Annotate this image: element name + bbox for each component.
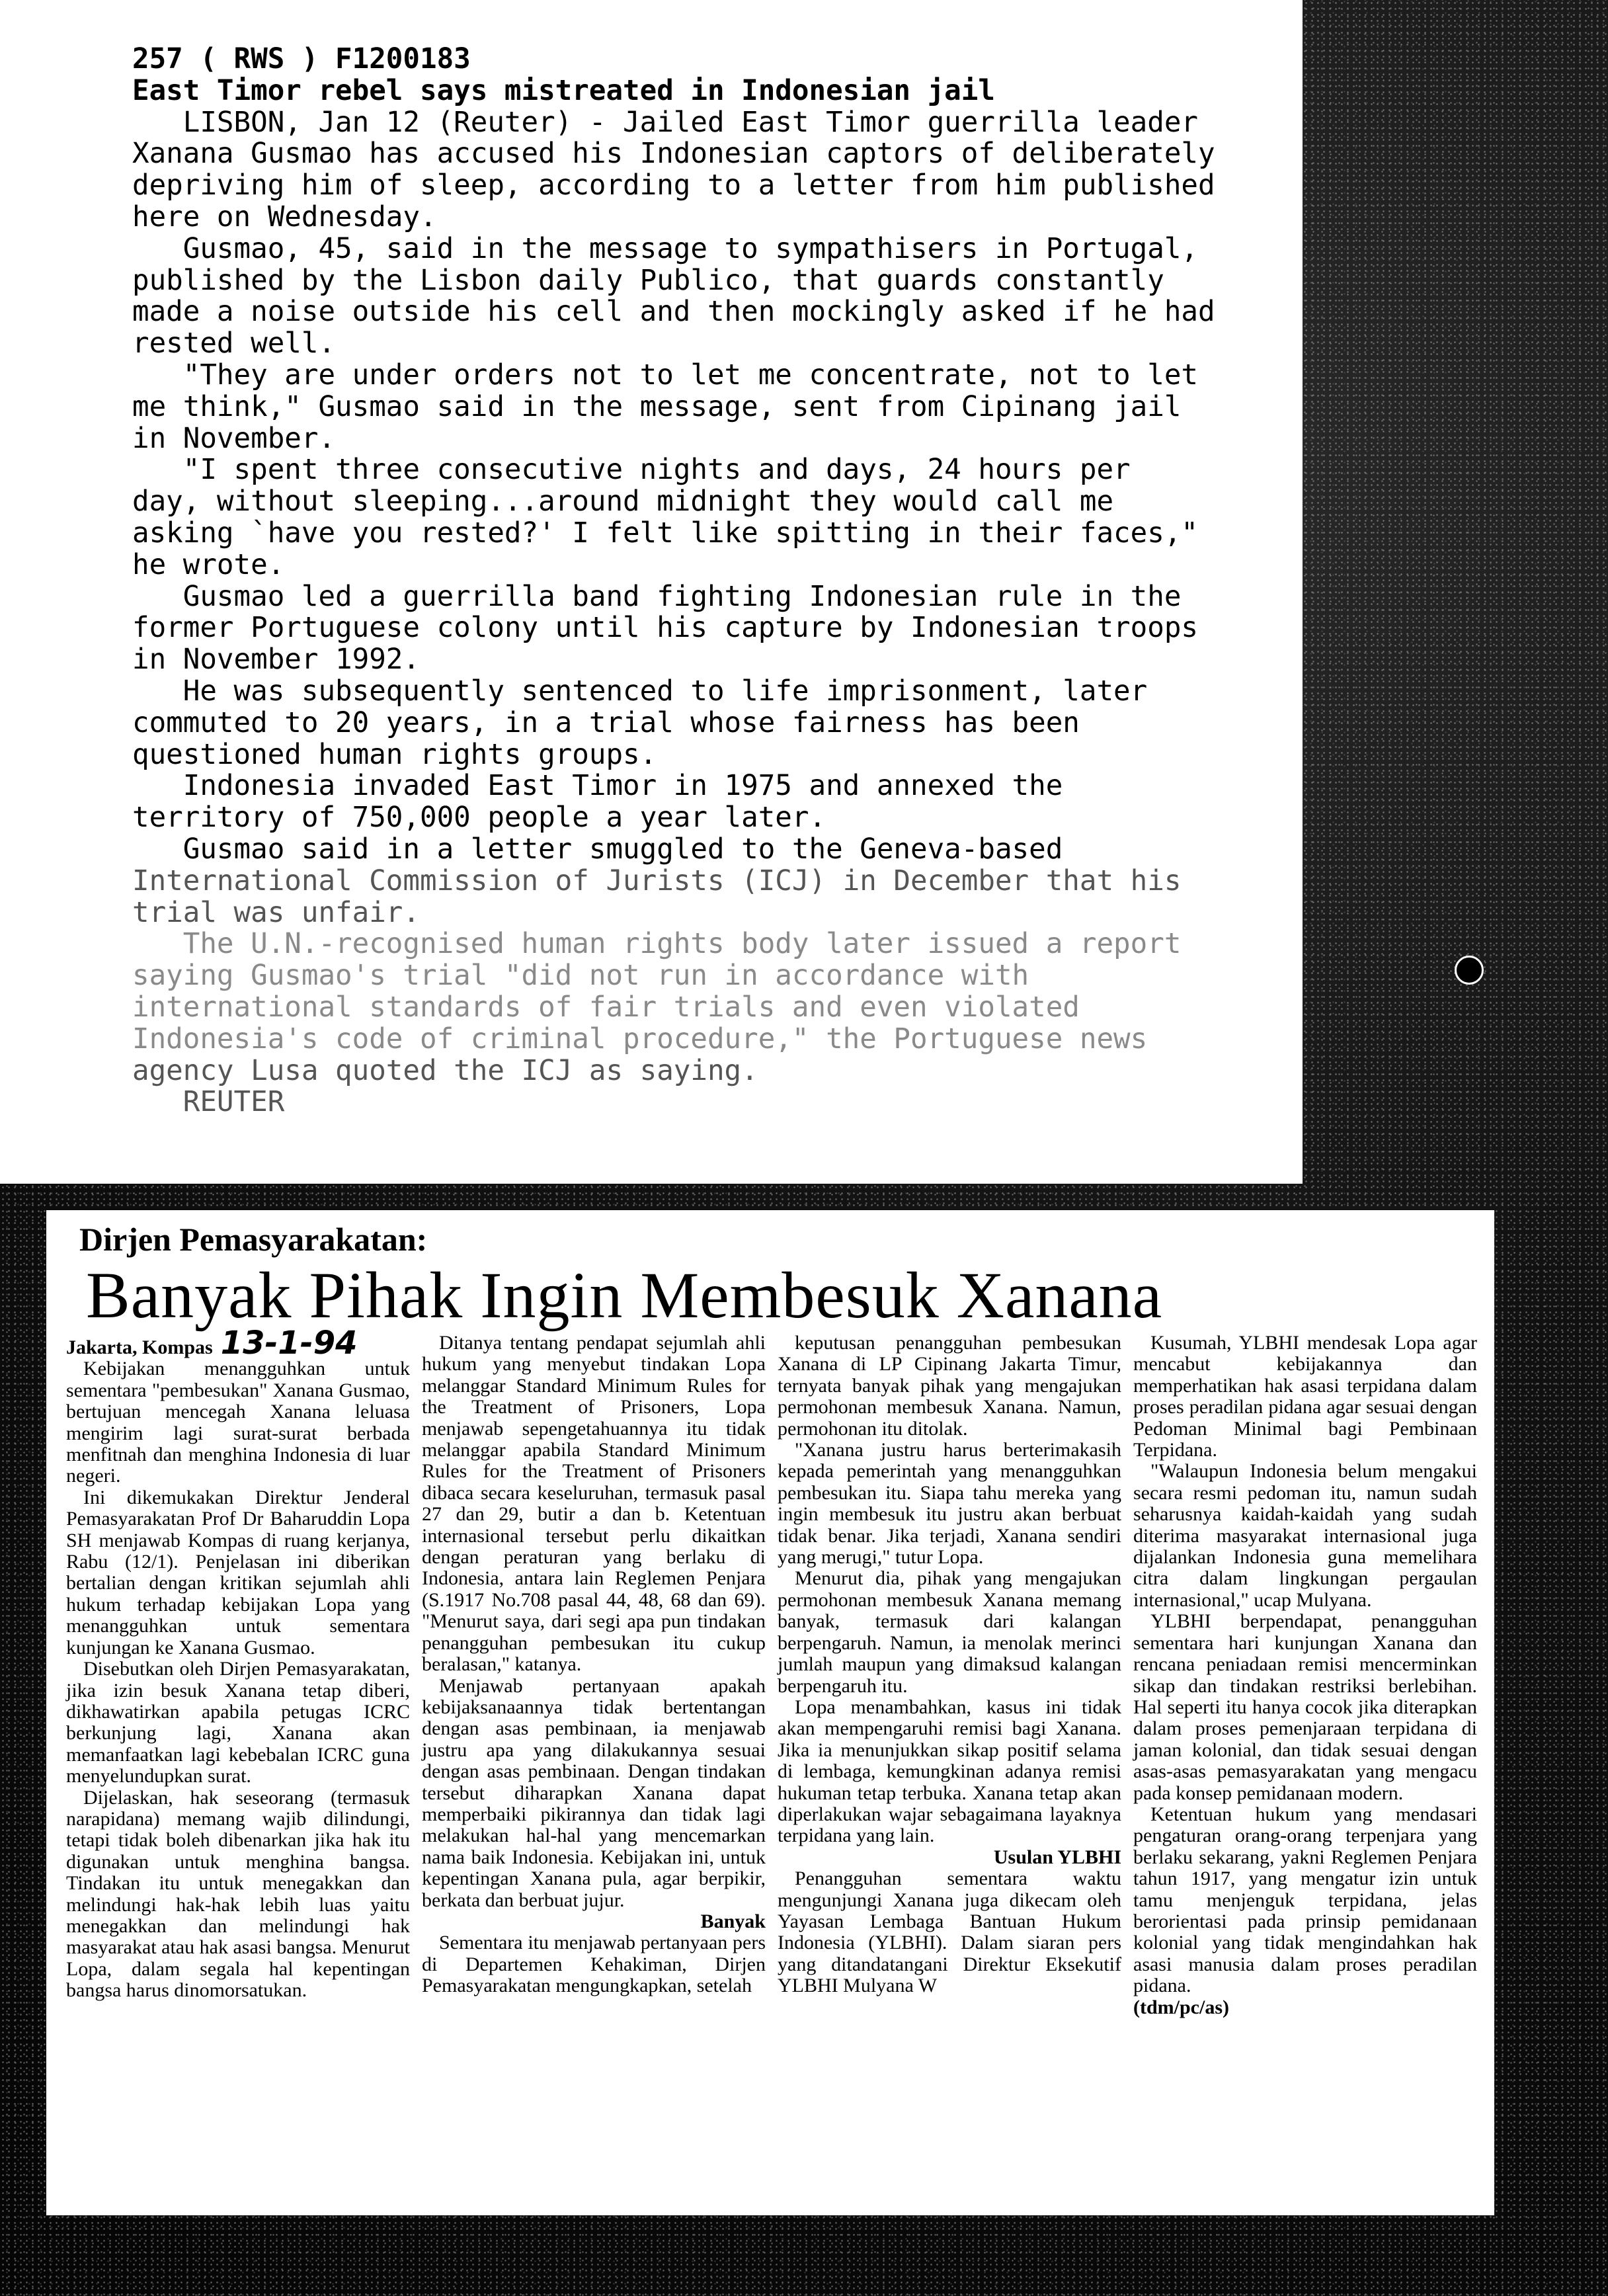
telex-clipping (46, 0, 1303, 1184)
telex-line: asking `have you rested?' I felt like spitting in their faces," (132, 516, 1198, 550)
telex-line: Xanana Gusmao has accused his Indonesian captors of deliberately (132, 138, 1215, 171)
telex-line: "They are under orders not to let me concentrate, not to let (132, 358, 1198, 391)
article-headline: Banyak Pihak Ingin Membesuk Xanana (86, 1258, 1163, 1332)
article-column-4 (1133, 1332, 1477, 2205)
article-paragraph: Ini dikemukakan Direktur Jenderal Pemasyarakatan Prof Dr Baharuddin Lopa SH menjawab Kompas di ruang kerjanya, Rabu (12/1). Penjelasan ini diberikan bertalian dengan kritikan sejumlah ahli hukum terhadap kebijakan Lopa yang menangguhkan untuk sementara kunjungan ke Xanana Gusmao. (66, 1486, 410, 1659)
kompas-clipping (46, 1210, 1494, 2215)
telex-line: day, without sleeping...around midnight they would call me (132, 485, 1114, 518)
article-columns (66, 1325, 1481, 2205)
faded-vertical-stamp (1336, 317, 1415, 846)
telex-line: he wrote. (132, 548, 285, 581)
article-kicker: Dirjen Pemasyarakatan: (79, 1221, 428, 1258)
article-paragraph: Disebutkan oleh Dirjen Pemasyarakatan, jika izin besuk Xanana tetap diberi, dikhawatirkan apabila petugas ICRC berkunjung lagi, Xanana akan memanfaatkan lagi kebebalan ICRC guna menyelundupkan surat. (66, 1658, 410, 1787)
telex-line: saying Gusmao's trial "did not run in accordance with (132, 960, 1029, 993)
handwritten-date: 13-1-94 (220, 1325, 358, 1362)
article-column-3 (778, 1332, 1121, 2205)
telex-line: LISBON, Jan 12 (Reuter) - Jailed East Timor guerrilla leader (132, 106, 1198, 139)
telex-line: in November. (132, 422, 336, 455)
punch-hole (1455, 956, 1484, 985)
telex-line: He was subsequently sentenced to life imprisonment, later (132, 675, 1148, 708)
article-column-2 (422, 1332, 766, 2205)
telex-headline: East Timor rebel says mistreated in Indonesian jail (132, 74, 995, 107)
article-paragraph: Sementara itu menjawab pertanyaan pers di Departemen Kehakiman, Dirjen Pemasyarakatan mengungkapkan, setelah (422, 1932, 766, 1997)
dateline: Jakarta, Kompas (66, 1336, 213, 1358)
telex-line: depriving him of sleep, according to a letter from him published (132, 169, 1215, 202)
left-margin (0, 0, 46, 1184)
article-credit: (tdm/pc/as) (1133, 1996, 1229, 2018)
article-paragraph: "Xanana justru harus berterimakasih kepada pemerintah yang menangguhkan pembesukan itu. Siapa tahu mereka yang ingin membesuk itu justru akan berbuat tidak benar. Jika terjadi, Xanana sendiri yang merugi," tutur Lopa. (778, 1439, 1121, 1569)
telex-line: published by the Lisbon daily Publico, that guards constantly (132, 264, 1164, 297)
telex-line: rested well. (132, 327, 336, 360)
article-paragraph: Penangguhan sementara waktu mengunjungi Xanana juga dikecam oleh Yayasan Lembaga Bantuan Hukum Indonesia (YLBHI). Dalam siaran pers yang ditandatangani Direktur Eksekutif YLBHI Mulyana W (778, 1867, 1121, 1997)
telex-line: agency Lusa quoted the ICJ as saying. (132, 1054, 758, 1087)
telex-line: made a noise outside his cell and then mockingly asked if he had (132, 296, 1215, 329)
article-paragraph: Kusumah, YLBHI mendesak Lopa agar mencabut kebijakannya dan memperhatikan hak asasi terpidana dalam proses peradilan pidana agar sesuai dengan Pedoman Minimal bagi Pembinaan Terpidana. (1133, 1332, 1477, 1461)
telex-line: Gusmao said in a letter smuggled to the Geneva-based (132, 833, 1063, 866)
telex-line: Indonesia invaded East Timor in 1975 and annexed the (132, 770, 1063, 803)
telex-line: "I spent three consecutive nights and days, 24 hours per (132, 454, 1131, 487)
telex-line: International Commission of Jurists (ICJ) in December that his (132, 864, 1182, 897)
telex-line: questioned human rights groups. (132, 738, 657, 771)
article-paragraph: Lopa menambahkan, kasus ini tidak akan mempengaruhi remisi bagi Xanana. Jika ia menunjukkan sikap positif selama di lembaga, kemungkinan adanya remisi hukuman tetap terbuka. Xanana tetap akan diperlakukan wajar sebagaimana layaknya terpidana yang lain. (778, 1696, 1121, 1847)
article-subhead: Usulan YLBHI (993, 1846, 1121, 1868)
telex-line: territory of 750,000 people a year later. (132, 801, 826, 835)
article-paragraph: "Walaupun Indonesia belum mengakui secara resmi pedoman itu, namun sudah seharusnya kaidah-kaidah yang sudah diterima masyarakat internasional juga dijalankan Indonesia guna memelihara citra dalam lingkungan pergaulan internasional," ucap Mulyana. (1133, 1460, 1477, 1611)
article-paragraph: Menurut dia, pihak yang mengajukan permohonan membesuk Xanana memang banyak, termasuk dari kalangan berpengaruh. Namun, ia menolak merinci jumlah maupun yang dimaksud kalangan berpengaruh itu. (778, 1567, 1121, 1697)
telex-line: REUTER (132, 1086, 285, 1119)
telex-line: The U.N.-recognised human rights body later issued a report (132, 928, 1182, 961)
telex-line: international standards of fair trials and even violated (132, 991, 1080, 1024)
article-paragraph: keputusan penangguhan pembesukan Xanana di LP Cipinang Jakarta Timur, ternyata banyak pihak yang mengajukan permohonan membesuk Xanana. Namun, permohonan itu ditolak. (778, 1332, 1121, 1440)
telex-line: commuted to 20 years, in a trial whose fairness has been (132, 706, 1080, 739)
dateline-line (66, 1325, 410, 1362)
article-paragraph: Ditanya tentang pendapat sejumlah ahli hukum yang menyebut tindakan Lopa melanggar Standard Minimum Rules for the Treatment of Prisoners, Lopa menjawab sepengetahuannya itu tidak melanggar apabila Standard Minimum Rules for the Treatment of Prisoners dibaca secara keseluruhan, termasuk pasal 27 dan 29, butir a dan b. Ketentuan internasional tersebut perlu dikaitkan dengan peraturan yang berlaku di Indonesia, antara lain Reglemen Penjara (S.1917 No.708 pasal 44, 48, 68 dan 69). "Menurut saya, dari segi apa pun tindakan penangguhan pembesukan itu cukup beralasan," katanya. (422, 1332, 766, 1676)
telex-line: Gusmao, 45, said in the message to sympathisers in Portugal, (132, 232, 1198, 265)
telex-line: former Portuguese colony until his capture by Indonesian troops (132, 612, 1198, 645)
telex-line: Indonesia's code of criminal procedure," the Portuguese news (132, 1022, 1148, 1055)
article-paragraph: YLBHI berpendapat, penangguhan sementara hari kunjungan Xanana dan rencana peniadaan remisi mencerminkan sikap dan tindakan restriksi berlebihan. Hal seperti itu hanya cocok jika diterapkan dalam proses pemenjaraan terpidana di jaman kolonial, dan tidak sesuai dengan asas-asas pemasyarakatan yang mengacu pada konsep pemidanaan modern. (1133, 1610, 1477, 1804)
article-paragraph: Kebijakan menangguhkan untuk sementara "pembesukan" Xanana Gusmao, bertujuan mencegah Xanana leluasa mengirim lagi surat-surat berbada menfitnah dan menghina Indonesia di luar negeri. (66, 1358, 410, 1487)
article-column-1 (66, 1325, 410, 2205)
telex-line: me think," Gusmao said in the message, sent from Cipinang jail (132, 390, 1182, 423)
article-paragraph: Menjawab pertanyaan apakah kebijaksanaannya tidak bertentangan dengan asas pembinaan, ia menjawab justru apa yang dilakukannya sesuai dengan asas pembinaan. Dengan tindakan tersebut diharapkan Xanana dapat memperbaiki pikirannya dan tidak lagi melakukan hal-hal yang mencemarkan nama baik Indonesia. Kebijakan ini, untuk kepentingan Xanana pula, agar berpikir, berkata dan berbuat jujur. (422, 1674, 766, 1911)
article-paragraph: Ketentuan hukum yang mendasari pengaturan orang-orang terpenjara yang berlaku sekarang, yakni Reglemen Penjara tahun 1917, yang mengatur izin untuk tamu menjenguk terpidana, jelas berorientasi pada prinsip pemidanaan kolonial yang tidak mengindahkan hak asasi manusia dalam proses peradilan pidana. (1133, 1803, 1477, 1997)
telex-line: trial was unfair. (132, 896, 420, 929)
telex-line: here on Wednesday. (132, 200, 437, 233)
telex-body (132, 107, 1303, 1119)
telex-line: Gusmao led a guerrilla band fighting Indonesian rule in the (132, 580, 1182, 613)
article-subhead: Banyak (700, 1910, 766, 1932)
article-paragraph: Dijelaskan, hak seseorang (termasuk narapidana) memang wajib dilindungi, tetapi tidak boleh dibenarkan jika hak itu digunakan untuk menghina bangsa. Tindakan itu untuk menegakkan dan melindungi hak-hak lebih luas yaitu menegakkan dan melindungi hak masyarakat atau hak asasi bangsa. Menurut Lopa, dalam segala hal kepentingan bangsa harus dinomorsatukan. (66, 1786, 410, 2002)
telex-header: 257 ( RWS ) F1200183 (132, 43, 471, 75)
telex-line: in November 1992. (132, 643, 420, 676)
